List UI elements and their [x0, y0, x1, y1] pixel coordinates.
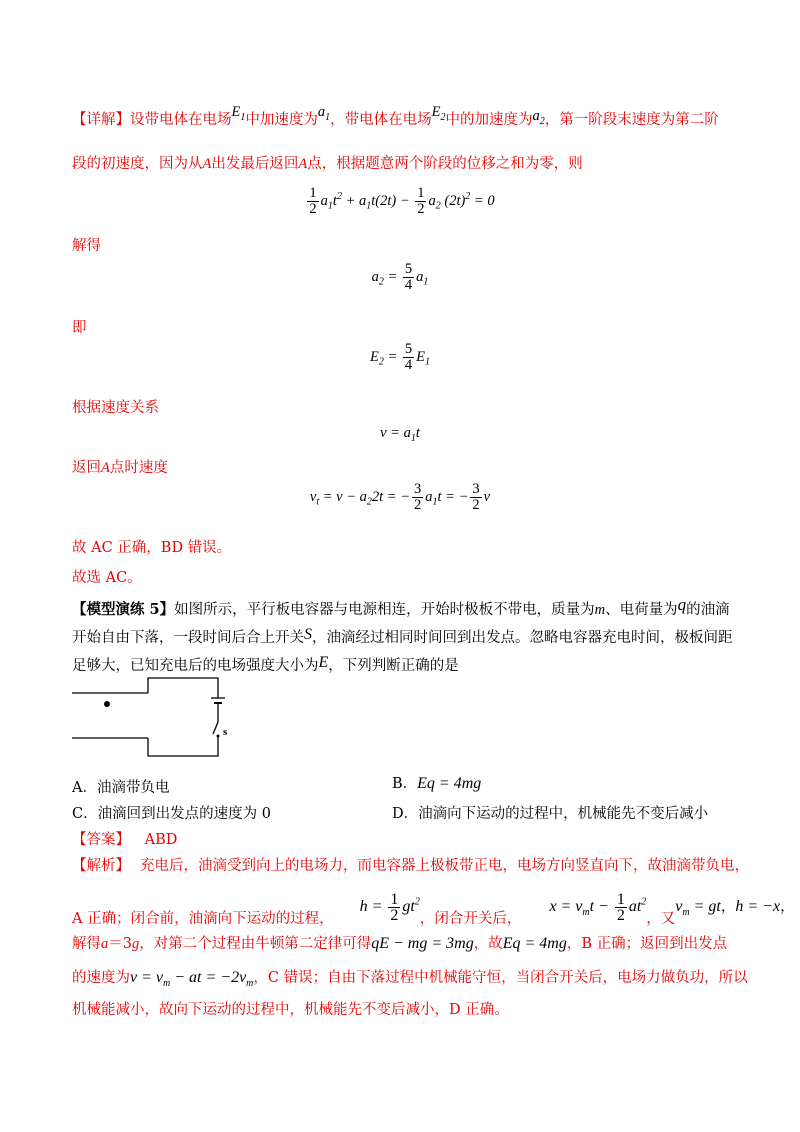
detail-label: 【详解】	[72, 112, 130, 128]
analysis-line-5: 机械能减小，故向下运动的过程中，机械能先不变后减小，D 正确。	[72, 1002, 509, 1018]
option-a: A．油滴带负电	[72, 780, 170, 796]
equation-displacement: $\frac{1}{2}$ $a_1t^2 + a_1t(2t)$ − $\frac{1}{2}$ $a_2$ $(2t)^2 = 0$	[309, 185, 495, 217]
problem-label: 【模型演练 5】	[72, 601, 175, 618]
answer-line	[72, 828, 177, 849]
problem-line-2: 开始自由下落，一段时间后合上开关S，油滴经过相同时间回到出发点。忽略电容器充电时间，极板间距	[72, 626, 733, 646]
detail-line-2: 段的初速度，因为从A出发最后返回A点，根据题意两个阶段的位移之和为零，则	[72, 156, 583, 172]
detail-ie: 即	[72, 320, 87, 336]
detail-speed-relation: 根据速度关系	[72, 400, 159, 416]
analysis-line-1: 【解析】 充电后，油滴受到向上的电场力，而电容器上极板带正电，电场方向竖直向下，故油滴带负电，	[72, 858, 749, 874]
equation-e2: $E_2$ = $\frac{5}{4}$ $E_1$	[369, 341, 430, 373]
analysis-line-3: 解得a＝3g，对第二个过程由牛顿第二定律可得qE − mg = 3mg，故Eq = 4mg，B 正确；返回到出发点	[72, 935, 728, 952]
analysis-label: 【解析】	[72, 858, 130, 874]
detail-return: 返回A点时速度	[72, 460, 168, 476]
option-b: B．Eq = 4mg	[392, 775, 482, 792]
detail-solve: 解得	[72, 238, 101, 254]
equation-v: $v = a_1t$	[380, 425, 420, 444]
analysis-line-4: 的速度为$v = v_m$ − at = $-2v_m$，C 错误；自由下落过程中机械能守恒，当闭合开关后，电场力做负功，所以	[72, 969, 748, 990]
detail-conclusion-2: 故选 AC。	[72, 570, 142, 586]
detail-line-1: 【详解】设带电体在电场$E_1$中加速度为$a_1$，带电体在电场$E_2$中的加速度为$a_2$，第一阶段末速度为第二阶	[72, 104, 719, 128]
problem-line-3: 足够大，已知充电后的电场强度大小为E，下列判断正确的是	[72, 654, 459, 674]
answer-value: ABD	[144, 832, 178, 848]
capacitor-circuit-diagram	[70, 672, 240, 762]
equation-a2: $a_2$ = $\frac{5}{4}$ $a_1$	[371, 261, 429, 293]
analysis-line-2: A 正确；闭合前，油滴向下运动的过程，h = $\frac{1}{2}$ $gt^2$，闭合开关后，$x = v_mt$ − $\frac{1}{2}$ $at^2$，又$v_m$ = gt，h = −x，	[72, 891, 795, 928]
problem-line-1: 【模型演练 5】如图所示，平行板电容器与电源相连，开始时极板不带电，质量为m、电荷量为q的油滴	[72, 595, 730, 618]
option-d: D．油滴向下运动的过程中，机械能先不变后减小	[392, 806, 709, 822]
answer-label: 【答案】	[72, 832, 130, 848]
option-c: C．油滴回到出发点的速度为 0	[72, 806, 271, 822]
equation-vt: $v_t = v - a_22t$ = − $\frac{3}{2}$ $a_1t$ = − $\frac{3}{2}$ v	[309, 481, 491, 513]
detail-conclusion-1: 故 AC 正确，BD 错误。	[72, 540, 232, 556]
switch-label: s	[223, 726, 228, 738]
